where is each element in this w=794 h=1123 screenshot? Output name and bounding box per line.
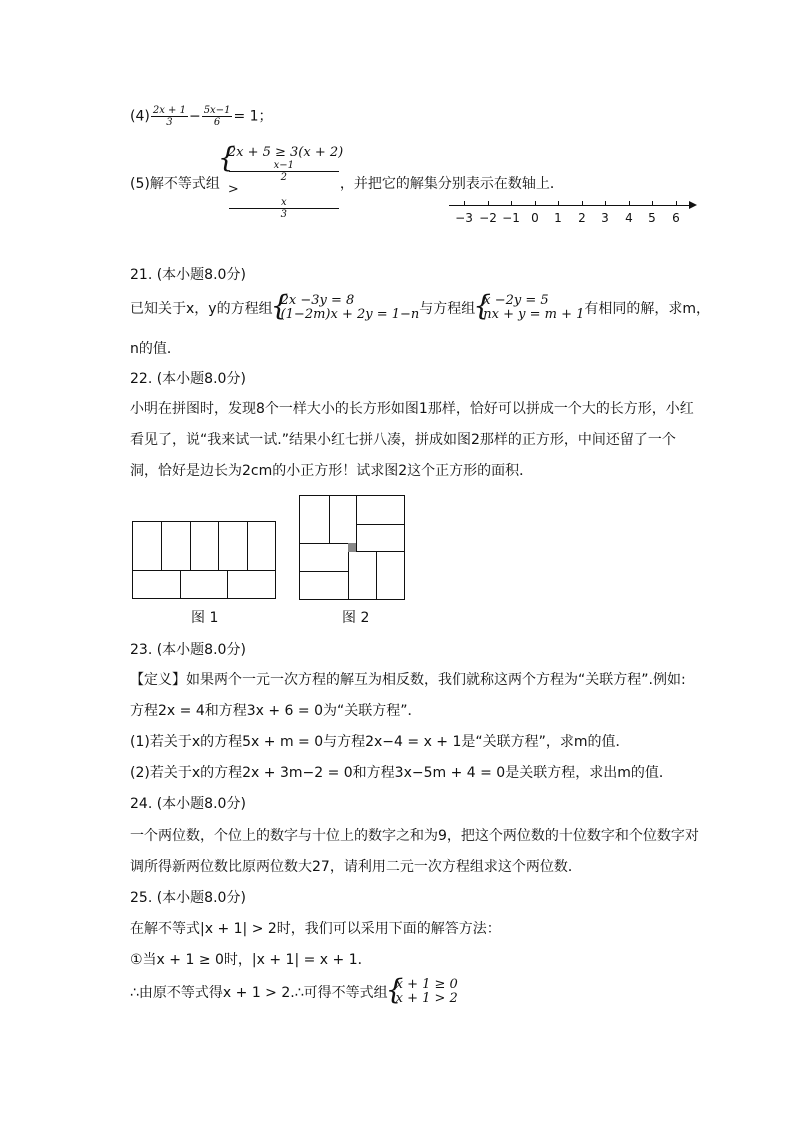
q22-heading: 22. (本小题8.0分): [130, 371, 246, 387]
number-line-tick-label: 0: [531, 211, 539, 225]
q23-paragraph-1: 【定义】如果两个一元一次方程的解互为相反数，我们就称这两个方程为“关联方程”.例如:: [130, 672, 686, 688]
q4-fraction-1: $\frac{2x + 1}{3}$: [152, 105, 186, 128]
arrow-right-icon: [689, 201, 697, 209]
number-line-tick: [488, 201, 489, 206]
number-line-tick-label: 1: [554, 211, 562, 225]
q4-line: (4) $\frac{2x + 1}{3}$ − $\frac{5x-1}{6}$ = 1；: [130, 105, 273, 128]
q25-paragraph-3: ∴由原不等式得x + 1 > 2.∴可得不等式组 { x + 1 ≥ 0 x + 1 > 2: [130, 978, 458, 1006]
q23-paragraph-2: 方程2x = 4和方程3x + 6 = 0为“关联方程”．: [130, 703, 422, 719]
number-line-axis: [449, 205, 691, 206]
number-line-tick: [629, 201, 630, 206]
q21-system-1: { 2x −3y = 8 (1−2m)x + 2y = 1−n: [273, 294, 420, 322]
number-line-tick: [605, 201, 606, 206]
number-line-tick-label: 6: [672, 211, 680, 225]
q5-system: { 2x + 5 ≥ 3(x + 2) x−1 2 > x 3: [220, 146, 340, 220]
number-line-tick: [535, 201, 536, 206]
number-line-tick-label: 3: [601, 211, 609, 225]
q22-paragraph-1: 小明在拼图时，发现8个一样大小的长方形如图1那样，恰好可以拼成一个大的长方形，小红: [130, 401, 694, 417]
number-line-tick: [464, 201, 465, 206]
number-line-tick: [582, 201, 583, 206]
q25-heading: 25. (本小题8.0分): [130, 890, 246, 906]
q23-heading: 23. (本小题8.0分): [130, 642, 246, 658]
number-line-tick-label: 4: [625, 211, 633, 225]
number-line-tick: [558, 201, 559, 206]
figure-1-outline: [132, 521, 276, 599]
q21-line2: n的值．: [130, 341, 181, 357]
number-line-tick: [511, 201, 512, 206]
q23-paragraph-3: (1)若关于x的方程5x + m = 0与方程2x−4 = x + 1是“关联方程”，求m的值．: [130, 734, 630, 750]
number-line-tick: [676, 201, 677, 206]
number-line-tick: [652, 201, 653, 206]
q22-paragraph-3: 洞，恰好是边长为2cm的小正方形！试求图2这个正方形的面积．: [130, 463, 534, 479]
q25-system: { x + 1 ≥ 0 x + 1 > 2: [388, 978, 458, 1006]
q5-line: (5)解不等式组 { 2x + 5 ≥ 3(x + 2) x−1 2 > x 3 ，并把它的解集分别表示在数轴上．: [130, 146, 564, 220]
center-hole: [348, 543, 356, 552]
q21-body: 已知关于x，y的方程组 { 2x −3y = 8 (1−2m)x + 2y = 1−n 与方程组 { x −2y = 5 nx + y = m + 1 有相同的解，求m，: [130, 294, 710, 322]
q4-fraction-2: $\frac{5x-1}{6}$: [203, 105, 231, 128]
q24-heading: 24. (本小题8.0分): [130, 796, 246, 812]
q24-paragraph-1: 一个两位数，个位上的数字与十位上的数字之和为9，把这个两位数的十位数字和个位数字对: [130, 828, 699, 844]
q24-paragraph-2: 调所得新两位数比原两位数大27，请利用二元一次方程组求这个两位数．: [130, 859, 582, 875]
q22-paragraph-2: 看见了，说“我来试一试.”结果小红七拼八凑，拼成如图2那样的正方形，中间还留了一个: [130, 432, 676, 448]
number-line-tick-label: −3: [455, 211, 473, 225]
q25-paragraph-2: ①当x + 1 ≥ 0时，|x + 1| = x + 1．: [130, 952, 372, 968]
number-line-tick-label: −2: [479, 211, 497, 225]
figure-2-caption: 图 2: [342, 610, 370, 626]
figure-1-caption: 图 1: [191, 610, 219, 626]
q25-paragraph-1: 在解不等式|x + 1| > 2时，我们可以采用下面的解答方法：: [130, 921, 501, 937]
number-line-tick-label: 5: [648, 211, 656, 225]
q21-heading: 21. (本小题8.0分): [130, 267, 246, 283]
number-line-tick-label: 2: [578, 211, 586, 225]
q21-system-2: { x −2y = 5 nx + y = m + 1: [475, 294, 584, 322]
q23-paragraph-4: (2)若关于x的方程2x + 3m−2 = 0和方程3x−5m + 4 = 0是关联方程，求出m的值．: [130, 765, 673, 781]
number-line-tick-label: −1: [502, 211, 520, 225]
